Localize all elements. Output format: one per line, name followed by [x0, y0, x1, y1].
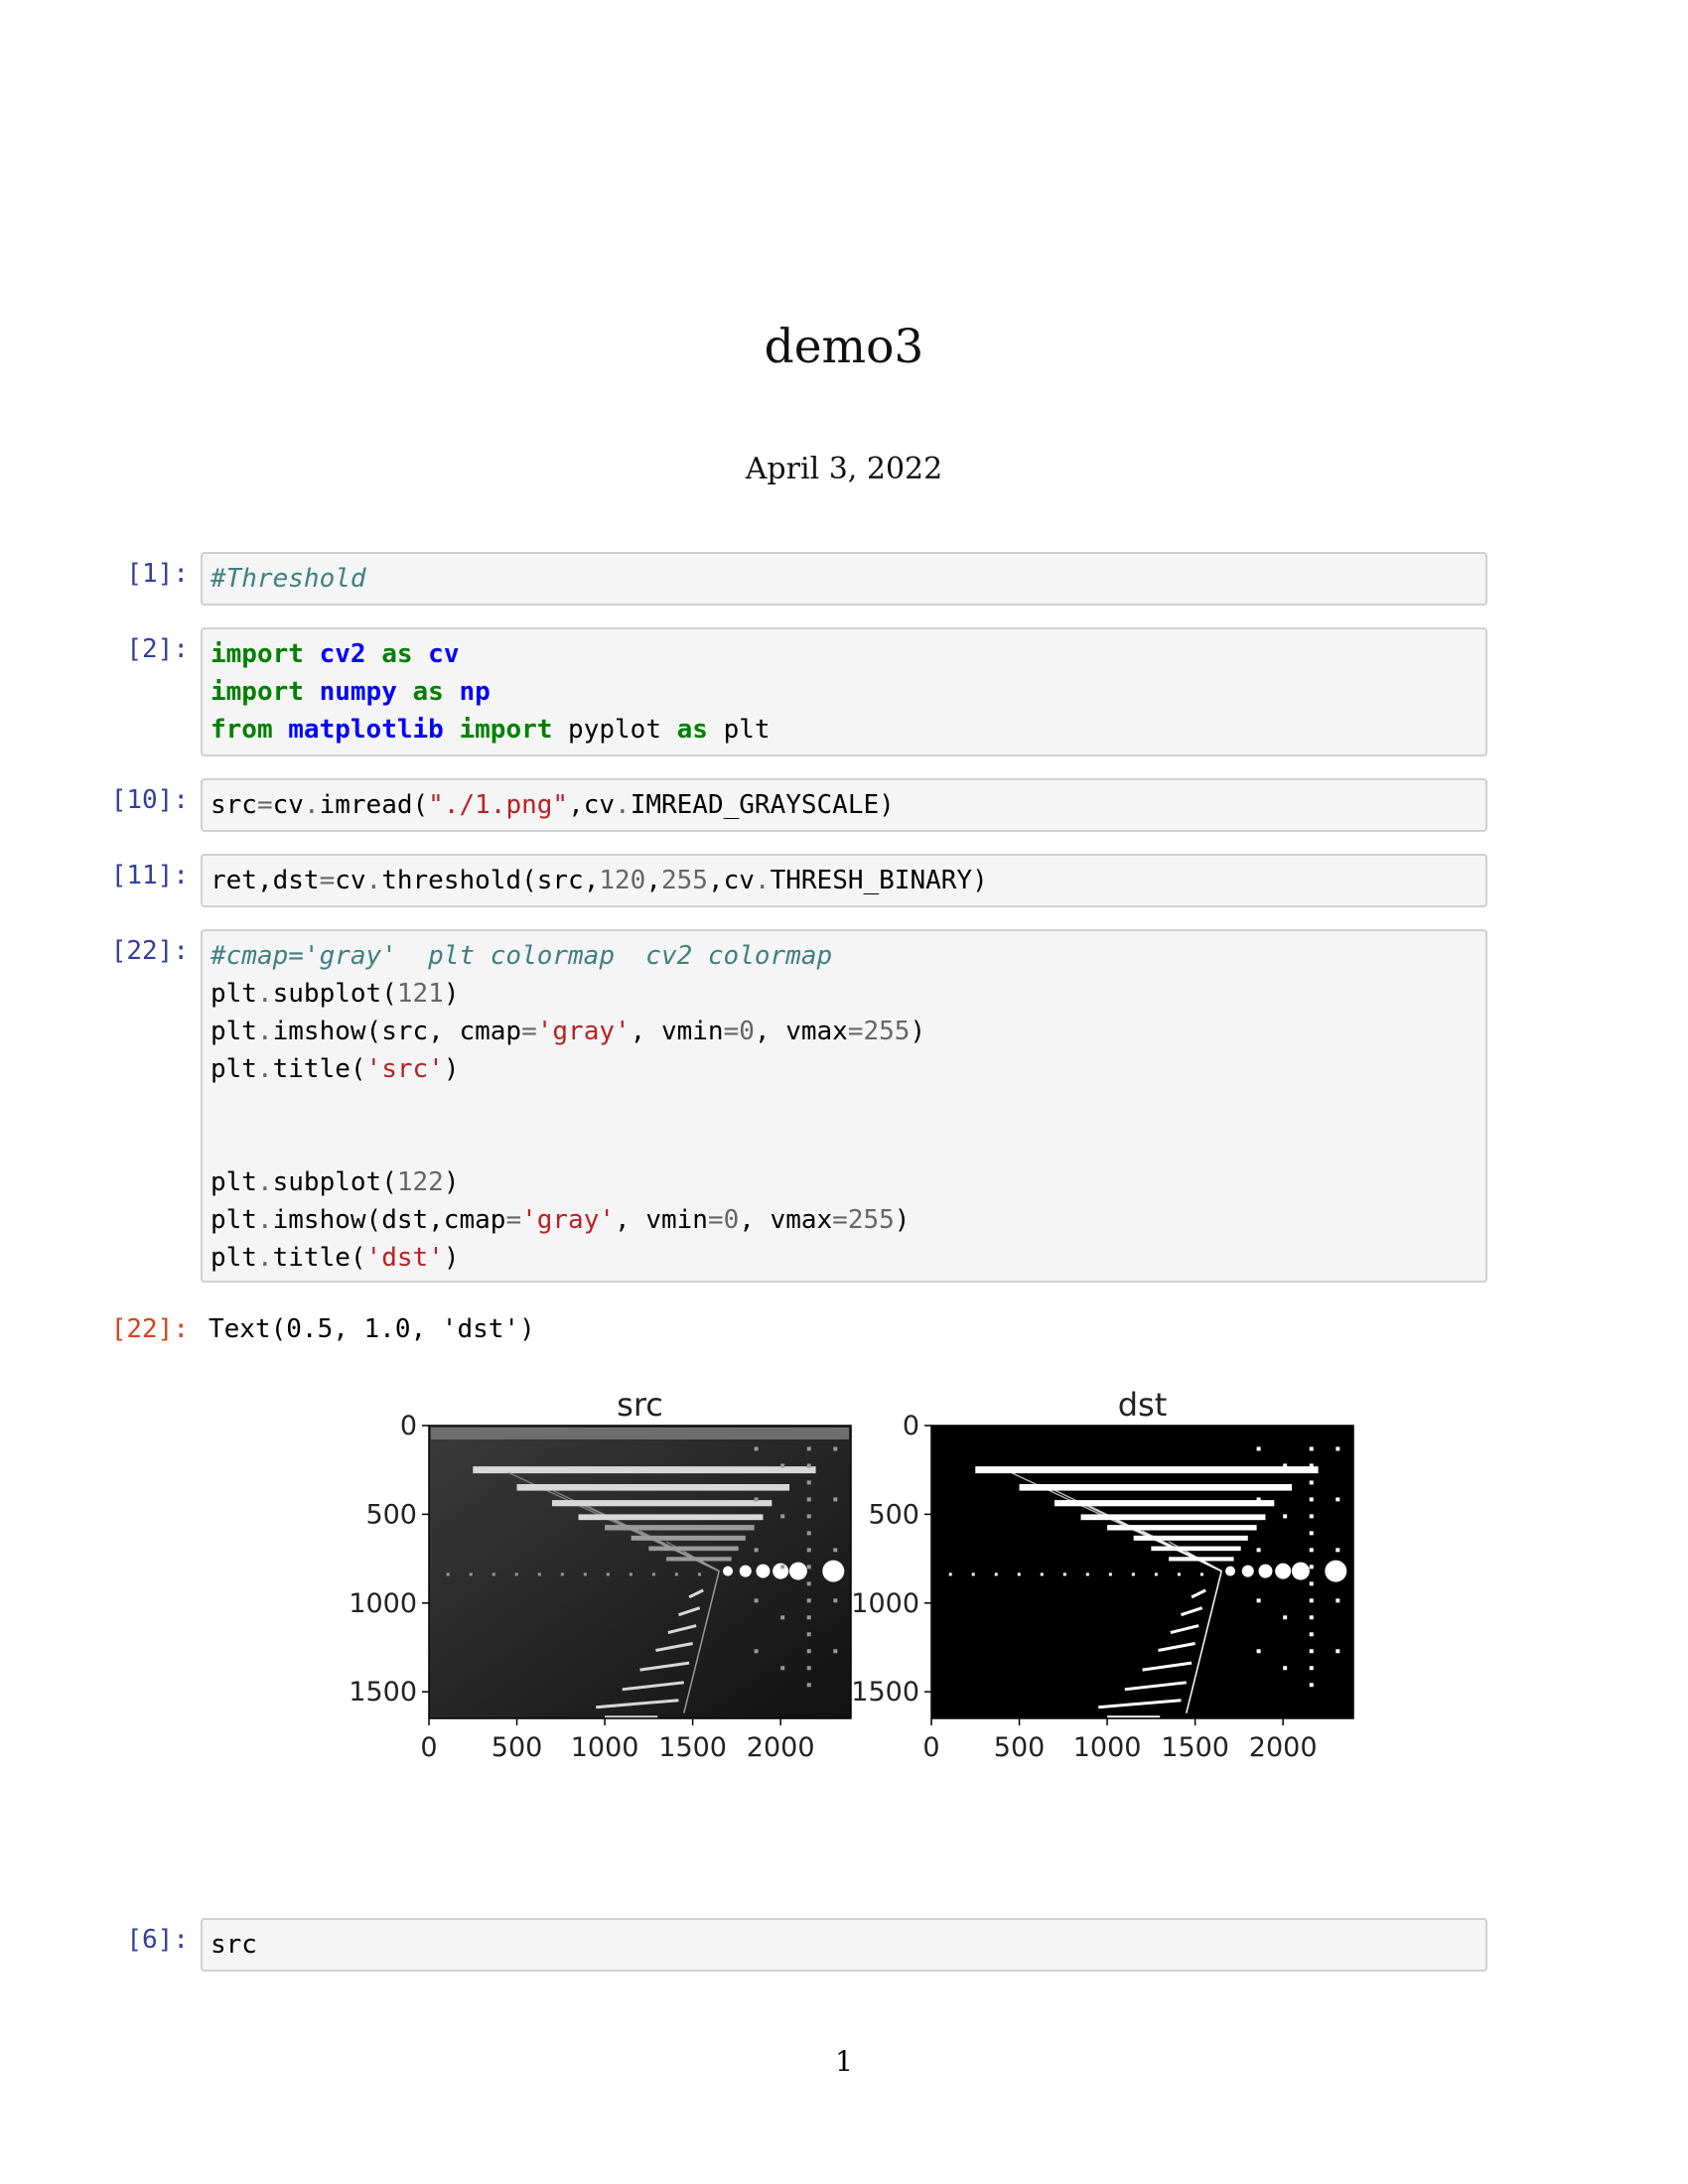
code-token: 'gray': [521, 1205, 616, 1235]
document-title: demo3: [764, 320, 924, 374]
image-dot: [1292, 1563, 1310, 1580]
image-dot: [755, 1497, 759, 1501]
code-line: [211, 1201, 1477, 1239]
x-tick-label: 1500: [1161, 1732, 1229, 1763]
image-dot: [1155, 1572, 1158, 1575]
code-token: , vmin: [615, 1205, 708, 1235]
cell-prompt: [6]:: [126, 1925, 189, 1955]
code-line: [211, 1088, 1477, 1126]
code-token: ): [443, 979, 460, 1009]
image-dot: [1310, 1615, 1314, 1619]
image-dot: [995, 1572, 998, 1575]
image-dot: [807, 1649, 811, 1653]
image-dot: [807, 1581, 811, 1585]
image-dot: [1257, 1598, 1261, 1602]
code-token: [304, 639, 320, 669]
code-token: .: [256, 1167, 273, 1197]
image-dot: [740, 1566, 752, 1577]
code-token: plt: [211, 1054, 257, 1084]
image-dot: [1258, 1565, 1272, 1578]
code-token: imshow(dst,cmap: [272, 1205, 506, 1235]
output-prompt: [22]:: [110, 1314, 189, 1344]
image-dot: [1336, 1649, 1339, 1653]
code-token: .: [365, 866, 382, 895]
code-token: pyplot: [552, 715, 677, 745]
code-line: [211, 711, 1477, 749]
image-dot: [1041, 1572, 1044, 1575]
image-dot: [1109, 1572, 1112, 1575]
code-line: [211, 1013, 1477, 1050]
image-band: [933, 1428, 1351, 1439]
image-dot: [773, 1564, 788, 1579]
code-token: 121: [396, 979, 444, 1009]
document-date: April 3, 2022: [745, 452, 943, 486]
code-line: [211, 937, 1477, 975]
image-dot: [807, 1598, 811, 1602]
image-dot: [780, 1514, 784, 1518]
code-token: [444, 715, 460, 745]
image-dot: [1257, 1497, 1261, 1501]
image-stripe: [517, 1484, 789, 1491]
x-tick-label: 0: [420, 1732, 438, 1763]
image-dot: [972, 1572, 975, 1575]
code-line: [211, 1239, 1477, 1277]
code-token: np: [459, 677, 491, 707]
code-line: [211, 673, 1477, 711]
code-token: 0: [723, 1205, 740, 1235]
x-tick-label: 500: [491, 1732, 543, 1763]
image-dot: [1200, 1572, 1203, 1575]
code-token: [397, 677, 413, 707]
image-dot: [1283, 1666, 1287, 1670]
code-input-3[interactable]: [201, 778, 1487, 832]
image-dot: [780, 1666, 784, 1670]
code-input-2[interactable]: [201, 627, 1487, 756]
image-dot: [1310, 1666, 1314, 1670]
image-dot: [1132, 1572, 1135, 1575]
image-dot: [1257, 1649, 1261, 1653]
image-stripe: [1081, 1514, 1266, 1520]
code-token: plt: [211, 979, 257, 1009]
y-tick-label: 500: [365, 1499, 417, 1531]
code-token: plt: [211, 1017, 257, 1046]
image-dot: [780, 1463, 784, 1467]
code-token: ): [443, 1167, 460, 1197]
code-token: =: [319, 866, 336, 895]
image-dot: [1225, 1567, 1235, 1576]
code-token: numpy: [319, 677, 397, 707]
code-line: [211, 1926, 1477, 1964]
code-token: import: [211, 639, 304, 669]
code-token: 122: [396, 1167, 444, 1197]
code-token: .: [754, 866, 771, 895]
image-stripe: [552, 1500, 772, 1506]
code-token: cv2: [319, 639, 366, 669]
code-token: title(: [272, 1054, 366, 1084]
image-dot: [561, 1572, 564, 1575]
image-dot: [1283, 1463, 1287, 1467]
image-dot: [1310, 1598, 1314, 1602]
image-dot: [1336, 1446, 1339, 1450]
image-dot: [1336, 1497, 1339, 1501]
image-dot: [1310, 1531, 1314, 1535]
code-token: , vmin: [630, 1017, 724, 1046]
code-line: [211, 1126, 1477, 1163]
image-dot: [538, 1572, 541, 1575]
code-token: =: [256, 790, 273, 820]
code-token: =: [505, 1205, 522, 1235]
image-dot: [1310, 1581, 1314, 1585]
code-token: IMREAD_GRAYSCALE): [630, 790, 895, 820]
code-line: [211, 1050, 1477, 1088]
image-dot: [1086, 1572, 1089, 1575]
image-dot: [723, 1567, 733, 1576]
image-dot: [755, 1446, 759, 1450]
code-input-1[interactable]: [201, 552, 1487, 606]
image-dot: [807, 1446, 811, 1450]
code-token: 255: [660, 866, 708, 895]
x-tick-label: 1000: [570, 1732, 639, 1763]
y-tick-label: 0: [399, 1411, 417, 1441]
image-dot: [807, 1666, 811, 1670]
image-dot: [789, 1563, 807, 1580]
code-token: .: [256, 1017, 273, 1046]
image-dot: [807, 1615, 811, 1619]
image-dot: [1178, 1572, 1181, 1575]
code-token: title(: [272, 1243, 366, 1273]
code-token: 'src': [365, 1054, 444, 1084]
code-token: imshow(src, cmap: [272, 1017, 522, 1046]
code-token: plt: [211, 1243, 257, 1273]
code-token: "./1.png": [428, 790, 569, 820]
image-dot: [1310, 1632, 1314, 1636]
subplot-src: [349, 1390, 851, 1763]
code-token: 0: [739, 1017, 755, 1046]
y-tick-label: 1000: [851, 1587, 919, 1619]
image-dot: [1325, 1561, 1346, 1582]
image-dot: [807, 1480, 811, 1484]
code-token: imread(: [319, 790, 429, 820]
code-token: matplotlib: [288, 715, 444, 745]
code-token: cv: [335, 866, 366, 895]
code-token: as: [381, 639, 413, 669]
image-stripe: [605, 1525, 755, 1530]
y-tick-label: 0: [902, 1411, 919, 1441]
code-line: [211, 862, 1477, 899]
image-dot: [755, 1598, 759, 1602]
image-dot: [1336, 1548, 1339, 1552]
y-tick-label: 1500: [349, 1677, 417, 1708]
image-stripe: [579, 1514, 764, 1520]
code-token: src: [211, 1930, 257, 1960]
code-token: ): [910, 1017, 926, 1046]
subplot-dst: [851, 1390, 1353, 1763]
image-dot: [652, 1572, 655, 1575]
code-token: =: [521, 1017, 537, 1046]
code-token: import: [211, 677, 304, 707]
image-dot: [780, 1565, 784, 1569]
axis-title: dst: [1117, 1390, 1168, 1424]
x-tick-label: 500: [993, 1732, 1046, 1763]
image-dot: [822, 1561, 844, 1582]
code-token: plt: [211, 1205, 257, 1235]
x-tick-label: 1000: [1072, 1732, 1142, 1763]
code-line: [211, 1163, 1477, 1201]
image-dot: [584, 1572, 587, 1575]
code-token: , vmax: [754, 1017, 848, 1046]
code-token: cv: [428, 639, 460, 669]
code-token: .: [256, 1054, 273, 1084]
code-token: =: [723, 1017, 740, 1046]
code-token: ): [443, 1243, 460, 1273]
image-dot: [1310, 1446, 1314, 1450]
image-dot: [1310, 1497, 1314, 1501]
image-dot: [1310, 1463, 1314, 1467]
code-token: .: [615, 790, 631, 820]
code-token: plt: [211, 1167, 257, 1197]
code-token: =: [707, 1205, 724, 1235]
image-dot: [780, 1615, 784, 1619]
image-stripe: [1151, 1547, 1240, 1552]
image-dot: [1283, 1565, 1287, 1569]
code-token: 255: [863, 1017, 911, 1046]
figure-svg: [328, 1390, 1380, 1807]
code-line: [211, 560, 1477, 598]
code-token: 120: [599, 866, 646, 895]
image-dot: [1310, 1514, 1314, 1518]
image-dot: [833, 1548, 837, 1552]
code-token: ,cv: [707, 866, 755, 895]
image-stripe: [1169, 1557, 1234, 1561]
image-dot: [447, 1572, 450, 1575]
code-token: #cmap='gray' plt colormap cv2 colormap: [211, 941, 833, 971]
image-dot: [807, 1514, 811, 1518]
code-token: import: [459, 715, 553, 745]
axis-title: src: [617, 1390, 663, 1424]
code-token: 'dst': [365, 1243, 444, 1273]
image-dot: [1018, 1572, 1021, 1575]
image-dot: [756, 1565, 770, 1578]
image-dot: [698, 1572, 701, 1575]
image-dot: [807, 1565, 811, 1569]
image-dot: [607, 1572, 610, 1575]
image-dot: [630, 1572, 633, 1575]
code-token: as: [412, 677, 444, 707]
code-token: subplot(: [272, 979, 397, 1009]
image-dot: [807, 1497, 811, 1501]
code-token: #Threshold: [211, 564, 366, 594]
page-number: 1: [835, 2045, 853, 2078]
code-token: as: [676, 715, 708, 745]
code-token: [366, 639, 382, 669]
image-dot: [675, 1572, 678, 1575]
image-stripe: [1107, 1525, 1257, 1530]
code-token: .: [303, 790, 320, 820]
cell-prompt: [1]:: [126, 559, 189, 589]
code-token: ret,dst: [211, 866, 320, 895]
code-input-4[interactable]: [201, 854, 1487, 907]
code-line: [211, 635, 1477, 673]
image-dot: [807, 1632, 811, 1636]
code-token: .: [256, 1243, 273, 1273]
image-dot: [1336, 1598, 1339, 1602]
code-line: [211, 975, 1477, 1013]
code-token: from: [211, 715, 273, 745]
image-stripe: [1134, 1536, 1248, 1541]
code-token: [444, 677, 460, 707]
image-dot: [1257, 1548, 1261, 1552]
code-token: subplot(: [272, 1167, 397, 1197]
image-dot: [1310, 1683, 1314, 1687]
code-token: =: [847, 1017, 864, 1046]
image-stripe: [1020, 1484, 1292, 1491]
image-dot: [807, 1531, 811, 1535]
image-dot: [833, 1649, 837, 1653]
image-stripe: [1055, 1500, 1274, 1506]
matplotlib-figure: [328, 1390, 1380, 1807]
image-dot: [807, 1463, 811, 1467]
image-stripe: [975, 1466, 1318, 1473]
image-dot: [1310, 1649, 1314, 1653]
cell-prompt: [2]:: [126, 634, 189, 664]
code-token: [273, 715, 289, 745]
image-dot: [807, 1683, 811, 1687]
cell-prompt: [11]:: [110, 861, 189, 890]
image-dot: [515, 1572, 518, 1575]
image-dot: [470, 1572, 473, 1575]
image-dot: [1283, 1514, 1287, 1518]
image-dot: [949, 1572, 952, 1575]
cell-prompt: [22]:: [110, 936, 189, 966]
y-tick-label: 1000: [349, 1587, 417, 1619]
code-token: ,: [645, 866, 661, 895]
image-band: [431, 1428, 849, 1439]
code-token: ,cv: [568, 790, 616, 820]
code-token: [413, 639, 429, 669]
image-dot: [833, 1446, 837, 1450]
code-input-6[interactable]: [201, 1918, 1487, 1972]
code-token: src: [211, 790, 257, 820]
code-line: [211, 786, 1477, 824]
image-dot: [833, 1497, 837, 1501]
x-tick-label: 2000: [746, 1732, 815, 1763]
code-token: 'gray': [536, 1017, 631, 1046]
image-stripe: [666, 1557, 732, 1561]
image-dot: [1063, 1572, 1066, 1575]
code-token: ): [894, 1205, 911, 1235]
image-dot: [1310, 1565, 1314, 1569]
code-token: .: [256, 1205, 273, 1235]
image-dot: [1283, 1615, 1287, 1619]
x-tick-label: 2000: [1248, 1732, 1318, 1763]
image-dot: [755, 1548, 759, 1552]
y-tick-label: 500: [868, 1499, 919, 1531]
image-stripe: [473, 1466, 815, 1473]
code-token: plt: [707, 715, 771, 745]
output-text: Text(0.5, 1.0, 'dst'): [209, 1314, 535, 1344]
code-token: =: [832, 1205, 848, 1235]
image-dot: [492, 1572, 495, 1575]
image-dot: [1310, 1548, 1314, 1552]
code-token: .: [256, 979, 273, 1009]
image-dot: [1310, 1480, 1314, 1484]
image-dot: [1257, 1446, 1261, 1450]
image-dot: [833, 1598, 837, 1602]
code-token: threshold(src,: [381, 866, 600, 895]
code-token: ): [443, 1054, 460, 1084]
image-dot: [1242, 1566, 1254, 1577]
code-token: THRESH_BINARY): [770, 866, 988, 895]
code-token: , vmax: [739, 1205, 833, 1235]
cell-prompt: [10]:: [110, 785, 189, 815]
image-stripe: [632, 1536, 746, 1541]
code-token: 255: [847, 1205, 895, 1235]
image-dot: [807, 1548, 811, 1552]
code-token: [304, 677, 320, 707]
code-token: cv: [272, 790, 304, 820]
code-input-5[interactable]: [201, 929, 1487, 1283]
image-dot: [755, 1649, 759, 1653]
x-tick-label: 1500: [658, 1732, 727, 1763]
image-stripe: [648, 1547, 738, 1552]
y-tick-label: 1500: [851, 1677, 919, 1708]
x-tick-label: 0: [922, 1732, 940, 1763]
